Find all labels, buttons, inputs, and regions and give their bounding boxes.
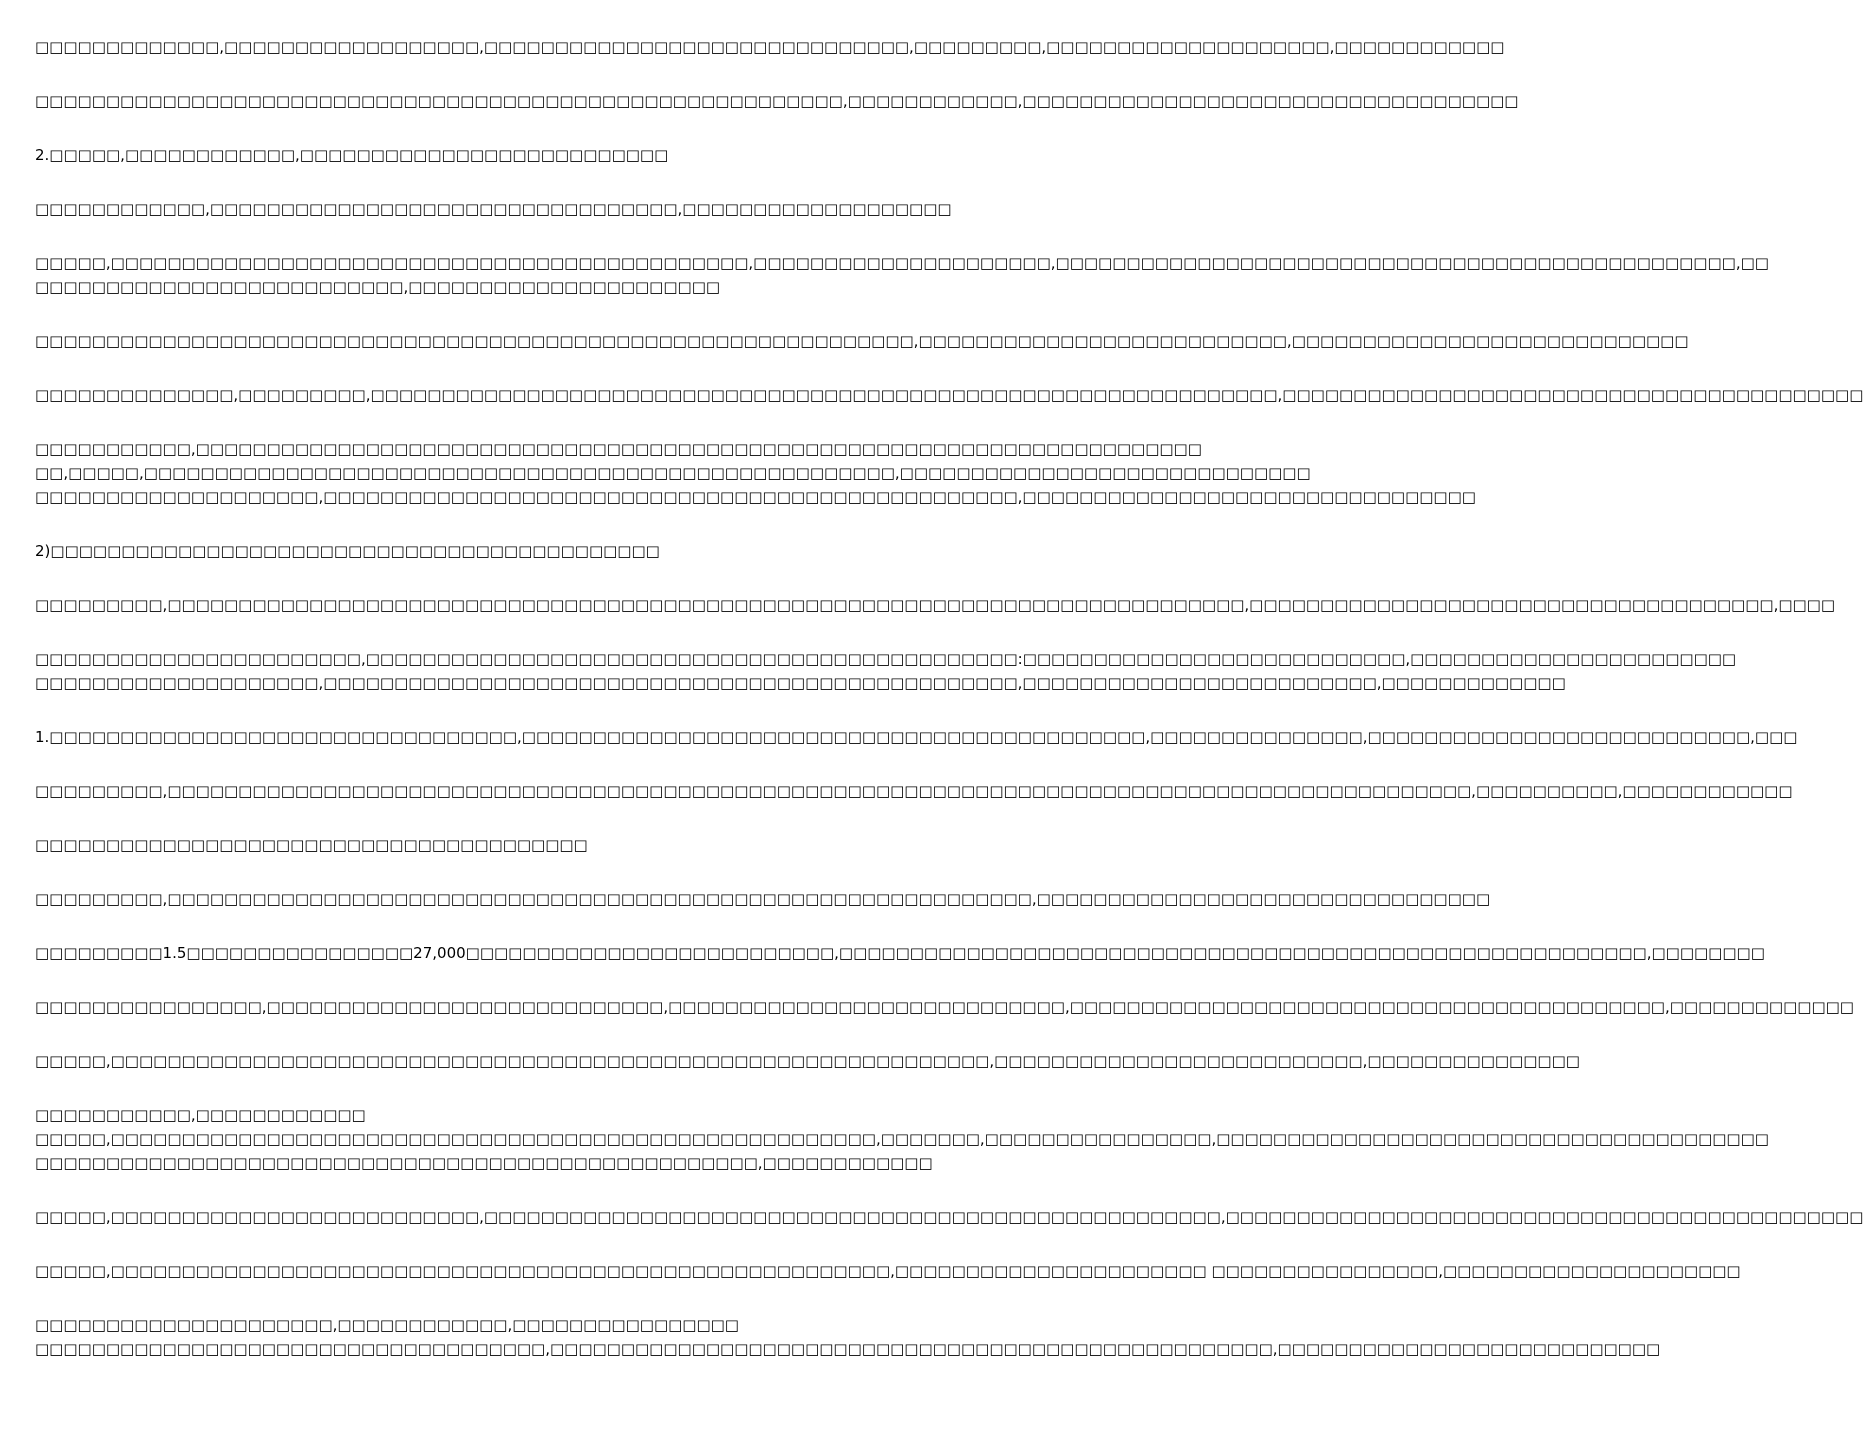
paragraph (35, 383, 1863, 407)
text-line: □□□□□□□□□□□,□□□□□□□□□□□□□□□□□□□□□□□□□□□□□□□□□□□□□□□□□□□□□□□□□□□□□□□□□□□□□□□□□□□□□□□ (35, 440, 1202, 458)
paragraph (35, 593, 1836, 617)
text-line: □□□□□,□□□□□□□□□□□□□□□□□□□□□□□□□□,□□□□□□□□□□□□□□□□□□□□□□□□□□□□□□□□□□□□□□□□□□□□□□□□□□□□,□□□□□□□□□□□□□□□□□□□□□□□□□□□□□□□□□□□□□□□□□□□□□ (35, 1208, 1863, 1226)
paragraph (35, 35, 1505, 59)
paragraph (35, 329, 1689, 353)
text-line: □□□□□□□□□1.5□□□□□□□□□□□□□□□□27,000□□□□□□□□□□□□□□□□□□□□□□□□□□,□□□□□□□□□□□□□□□□□□□□□□□□□□□□□□□□□□□□□□□□□□□□□□□□□□□□□□□□□,□□□□□□□□ (35, 944, 1765, 962)
paragraph (35, 251, 1769, 299)
text-line: □□□□□□□□□□□□□□□□□□□□□□□□□□□□□□□□□□□□□□□□□□□□□□□□□□□□□□□□□,□□□□□□□□□□□□,□□□□□□□□□□□□□□□□□□□□□□□□□□□□□□□□□□□ (35, 92, 1519, 110)
text-line: □□□□□□□□□□□□□□□□□□□□□□□,□□□□□□□□□□□□□□□□□□□□□□□□□□□□□□□□□□□□□□□□□□□□□□:□□□□□□□□□□□□□□□□□□□□□□□□□□□,□□□□□□□□□□□□□□□□□□□□□□□ (35, 650, 1737, 668)
text-line: □□□□□,□□□□□□□□□□□□□□□□□□□□□□□□□□□□□□□□□□□□□□□□□□□□□□□□□□□□□□,□□□□□□□,□□□□□□□□□□□□□□□□,□□□□□□□□□□□□□□□□□□□□□□□□□□□□□□□□□□□□□□□ (35, 1130, 1769, 1148)
paragraph (35, 647, 1737, 695)
text-line: 2)□□□□□□□□□□□□□□□□□□□□□□□□□□□□□□□□□□□□□□□□□□□ (35, 542, 660, 560)
text-line: □□□□□,□□□□□□□□□□□□□□□□□□□□□□□□□□□□□□□□□□□□□□□□□□□□□,□□□□□□□□□□□□□□□□□□□□□,□□□□□□□□□□□□□□□□□□□□□□□□□□□□□□□□□□□□□□□□□□□□□□□□,□□ (35, 254, 1769, 272)
text-line: □□□□□□□□□□□,□□□□□□□□□□□□ (35, 1106, 366, 1124)
document-body (35, 35, 1863, 1391)
text-line: □□□□□□□□□□□□□□□□□□□□□□□□□□□□□□□□□□□□□□□ (35, 836, 588, 854)
paragraph (35, 437, 1476, 509)
text-line: □□□□□□□□□□□□□,□□□□□□□□□□□□□□□□□□,□□□□□□□□□□□□□□□□□□□□□□□□□□□□□□,□□□□□□□□□,□□□□□□□□□□□□□□□□□□□□,□□□□□□□□□□□□ (35, 38, 1505, 56)
paragraph (35, 941, 1765, 965)
paragraph (35, 833, 989, 857)
paragraph (35, 197, 989, 221)
paragraph (35, 995, 1854, 1019)
paragraph (35, 143, 989, 167)
paragraph (35, 539, 989, 563)
text-line: □□□□□□□□□,□□□□□□□□□□□□□□□□□□□□□□□□□□□□□□□□□□□□□□□□□□□□□□□□□□□□□□□□□□□□□,□□□□□□□□□□□□□□□□□□□□□□□□□□□□□□□□ (35, 890, 1491, 908)
text-line: □□□□□□□□□□□□□□□□□□□□□□□□□□□□□□□□□□□□□□□□□□□□□□□□□□□□□□□□□□□□□□,□□□□□□□□□□□□□□□□□□□□□□□□□□,□□□□□□□□□□□□□□□□□□□□□□□□□□□□ (35, 332, 1689, 350)
text-line: □□□□□□□□□□□□□□,□□□□□□□□□,□□□□□□□□□□□□□□□□□□□□□□□□□□□□□□□□□□□□□□□□□□□□□□□□□□□□□□□□□□□□□□□□,□□□□□□□□□□□□□□□□□□□□□□□□□□□□□□□□□□□□□□□□□ (35, 386, 1863, 404)
text-line: □□□□□□□□□,□□□□□□□□□□□□□□□□□□□□□□□□□□□□□□□□□□□□□□□□□□□□□□□□□□□□□□□□□□□□□□□□□□□□□□□□□□□□□□□□□□□□□□□□□□□□,□□□□□□□□□□,□□□□□□□□□□□□ (35, 782, 1793, 800)
text-line: □□□□□□□□□□□□□□□□,□□□□□□□□□□□□□□□□□□□□□□□□□□□□,□□□□□□□□□□□□□□□□□□□□□□□□□□□□,□□□□□□□□□□□□□□□□□□□□□□□□□□□□□□□□□□□□□□□□□□,□□□□□□□□□□□□□ (35, 998, 1854, 1016)
paragraph (35, 1205, 1863, 1229)
text-line: □□□□□□□□□□□□□□□□□□□□□□□□□□□□□□□□□□□□□□□□□□□□□□□□□□□,□□□□□□□□□□□□ (35, 1154, 933, 1172)
text-line: □□□□□□□□□□□□□□□□□□□□□□□□□□□□□□□□□□□□,□□□□□□□□□□□□□□□□□□□□□□□□□□□□□□□□□□□□□□□□□□□□□□□□□□□,□□□□□□□□□□□□□□□□□□□□□□□□□□□ (35, 1340, 1661, 1358)
paragraph (35, 725, 1798, 749)
text-line: □□,□□□□□,□□□□□□□□□□□□□□□□□□□□□□□□□□□□□□□□□□□□□□□□□□□□□□□□□□□□□,□□□□□□□□□□□□□□□□□□□□□□□□□□□□□ (35, 464, 1311, 482)
text-line: □□□□□□□□□□□□□□□□□□□□,□□□□□□□□□□□□□□□□□□□□□□□□□□□□□□□□□□□□□□□□□□□□□□□□□,□□□□□□□□□□□□□□□□□□□□□□□□□□□□□□□□ (35, 488, 1476, 506)
paragraph (35, 1259, 1741, 1283)
paragraph (35, 1103, 1769, 1175)
text-line: □□□□□□□□□□□□□□□□□□□□□,□□□□□□□□□□□□,□□□□□□□□□□□□□□□□ (35, 1316, 739, 1334)
text-line: 2.□□□□□,□□□□□□□□□□□□,□□□□□□□□□□□□□□□□□□□□□□□□□□ (35, 146, 669, 164)
paragraph (35, 887, 1491, 911)
paragraph (35, 89, 1519, 113)
paragraph (35, 779, 1793, 803)
text-line: □□□□□□□□□,□□□□□□□□□□□□□□□□□□□□□□□□□□□□□□□□□□□□□□□□□□□□□□□□□□□□□□□□□□□□□□□□□□□□□□□□□□□□,□□□□□□□□□□□□□□□□□□□□□□□□□□□□□□□□□□□□□,□□□□ (35, 596, 1836, 614)
text-line: □□□□□□□□□□□□□□□□□□□□□□□□□□,□□□□□□□□□□□□□□□□□□□□□□ (35, 278, 721, 296)
text-line: □□□□□,□□□□□□□□□□□□□□□□□□□□□□□□□□□□□□□□□□□□□□□□□□□□□□□□□□□□□□□,□□□□□□□□□□□□□□□□□□□□□□ □□□□□□□□□□□□□□□□,□□□□□□□□□□□□□□□□□□□□□ (35, 1262, 1741, 1280)
text-line: □□□□□□□□□□□□□□□□□□□□,□□□□□□□□□□□□□□□□□□□□□□□□□□□□□□□□□□□□□□□□□□□□□□□□□,□□□□□□□□□□□□□□□□□□□□□□□□□,□□□□□□□□□□□□□ (35, 674, 1566, 692)
text-line: □□□□□□□□□□□□,□□□□□□□□□□□□□□□□□□□□□□□□□□□□□□□□□,□□□□□□□□□□□□□□□□□□□ (35, 200, 952, 218)
paragraph (35, 1313, 1661, 1361)
text-line: 1.□□□□□□□□□□□□□□□□□□□□□□□□□□□□□□□□□,□□□□□□□□□□□□□□□□□□□□□□□□□□□□□□□□□□□□□□□□□□□□,□□□□□□□□□□□□□□□,□□□□□□□□□□□□□□□□□□□□□□□□□□□,□□□ (35, 728, 1798, 746)
text-line: □□□□□,□□□□□□□□□□□□□□□□□□□□□□□□□□□□□□□□□□□□□□□□□□□□□□□□□□□□□□□□□□□□□□,□□□□□□□□□□□□□□□□□□□□□□□□□□,□□□□□□□□□□□□□□□ (35, 1052, 1580, 1070)
paragraph (35, 1049, 1580, 1073)
